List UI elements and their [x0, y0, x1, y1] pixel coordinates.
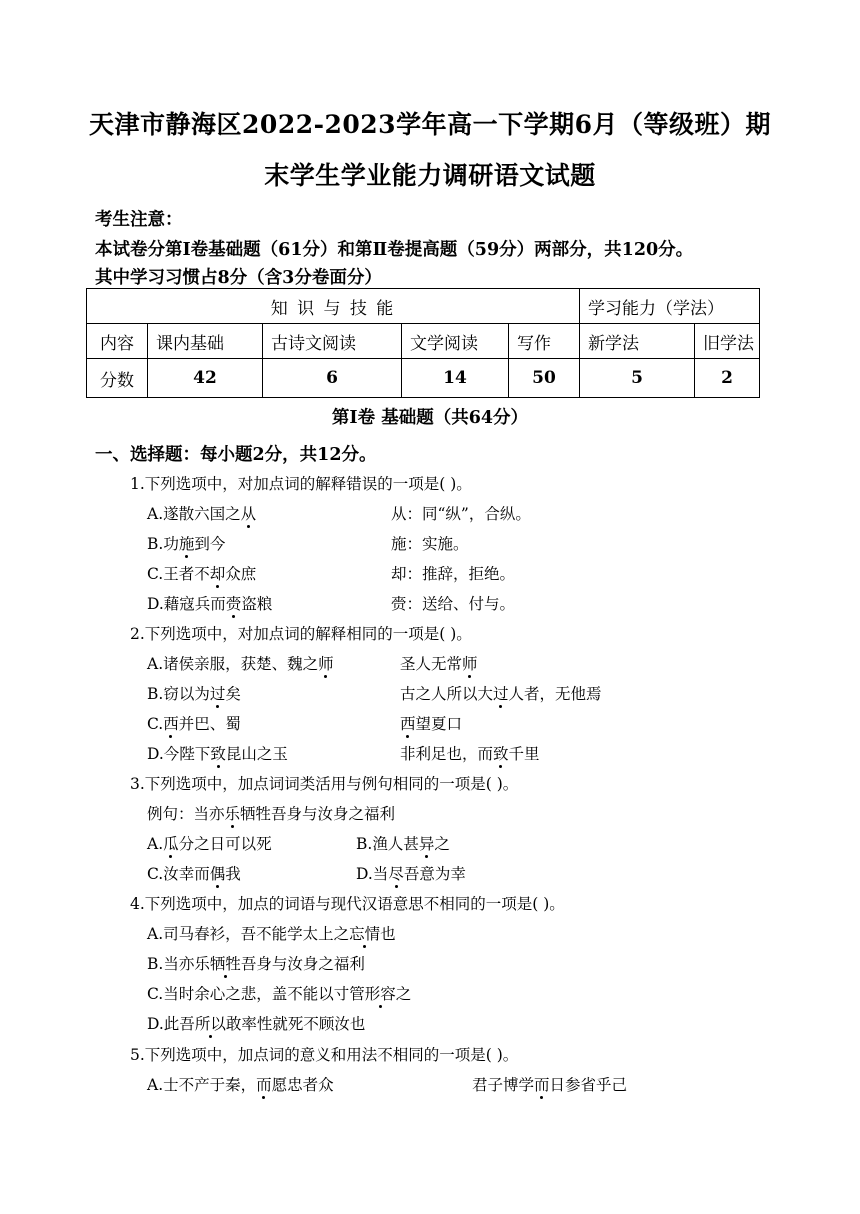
dotted-word: 而 [256, 1076, 272, 1094]
dotted-word: 师 [318, 655, 334, 673]
opt-text: 也 [380, 925, 396, 943]
q3-example [147, 802, 395, 824]
col-header: 课内基础 [148, 324, 263, 359]
dotted-word: 尽 [388, 865, 404, 883]
q4-option-a [147, 922, 396, 944]
opt-text: 非利足也，而 [400, 745, 494, 763]
q1-stem: 1.下列选项中，对加点词的解释错误的一项是( )。 [130, 475, 472, 493]
opt-text: 人者，无他焉 [508, 685, 602, 703]
q2-option-d [147, 742, 288, 764]
col-header: 旧学法 [695, 324, 760, 359]
q3-stem: 3.下列选项中，加点词词类活用与例句相同的一项是( )。 [130, 775, 519, 793]
q4-option-d [147, 1012, 365, 1034]
dotted-word: 牺牲 [209, 955, 241, 973]
score-cell: 42 [148, 359, 263, 398]
q1-explanation-c: 却：推辞，拒绝。 [391, 565, 516, 583]
dotted-word: 西 [163, 715, 179, 733]
dotted-word: 乐 [224, 805, 241, 823]
opt-text: 例句：当亦 [147, 805, 225, 823]
q4-option-c [147, 982, 411, 1004]
row-label-score: 分数 [87, 359, 148, 398]
header-learning-ability: 学习能力（学法） [580, 289, 760, 324]
col-header: 新学法 [580, 324, 695, 359]
opt-text: 千里 [508, 745, 540, 763]
opt-text: C.当时余心之悲，盖不能以寸管 [147, 985, 365, 1003]
opt-text: B.渔人甚 [356, 835, 419, 853]
opt-text: A. [147, 835, 164, 853]
dotted-word: 施 [178, 535, 195, 553]
opt-text: B.窃以为 [147, 685, 210, 703]
opt-text: C.汝幸而 [147, 865, 210, 883]
notice-heading: 考生注意： [95, 210, 183, 230]
opt-text: A.遂散六国之 [147, 505, 241, 523]
q1-explanation-d: 赍：送给、付与。 [391, 595, 516, 613]
section-title: 第Ⅰ卷 基础题（共64分） [331, 408, 529, 428]
score-table [86, 288, 760, 398]
dotted-word: 瓜 [163, 835, 179, 853]
opt-text: 我 [225, 865, 241, 883]
q2-compare-d [400, 742, 540, 764]
score-cell: 50 [509, 359, 580, 398]
score-cell: 2 [695, 359, 760, 398]
q1-option-b [147, 532, 225, 554]
q3-option-d [356, 862, 466, 884]
dotted-word: 赍 [225, 595, 242, 613]
opt-text: 分之日可以死 [178, 835, 272, 853]
row-label-content: 内容 [87, 324, 148, 359]
notice-line-1: 本试卷分第Ⅰ卷基础题（61分）和第Ⅱ卷提高题（59分）两部分，共120分。 [95, 240, 694, 260]
dotted-word: 而 [534, 1076, 550, 1094]
q1-option-d [147, 592, 272, 614]
col-header: 写作 [509, 324, 580, 359]
q2-option-b [147, 682, 241, 704]
opt-text: 盗粮 [241, 595, 273, 613]
dotted-word: 过 [493, 685, 509, 703]
q1-option-a [147, 502, 256, 524]
opt-text: 昆山之玉 [225, 745, 288, 763]
opt-text: 到今 [194, 535, 226, 553]
opt-text: D.藉寇兵而 [147, 595, 226, 613]
opt-text: A.士不产于秦， [147, 1076, 257, 1094]
q3-option-b [356, 832, 450, 854]
q5-option-a [147, 1073, 334, 1095]
opt-text: 之 [434, 835, 450, 853]
opt-text: B.功 [147, 535, 179, 553]
opt-text: 吾身与汝身之福利 [240, 955, 365, 973]
opt-text: 众庶 [225, 565, 257, 583]
q2-option-c [147, 712, 241, 734]
dotted-word: 致 [493, 745, 509, 763]
opt-text: 圣人无常 [400, 655, 463, 673]
q2-stem: 2.下列选项中，对加点词的解释相同的一项是( )。 [130, 625, 472, 643]
opt-text: 并巴、蜀 [178, 715, 241, 733]
dotted-word: 致 [210, 745, 226, 763]
q2-compare-c [400, 712, 462, 734]
q2-compare-a [400, 652, 478, 674]
dotted-word: 师 [462, 655, 478, 673]
q2-option-a [147, 652, 334, 674]
opt-text: A.诸侯亲服，获楚、魏之 [147, 655, 319, 673]
q4-stem: 4.下列选项中，加点的词语与现代汉语意思不相同的一项是( )。 [130, 895, 565, 913]
q1-explanation-a: 从：同“纵”，合纵。 [391, 505, 531, 523]
q1-explanation-b: 施：实施。 [391, 535, 469, 553]
opt-text: 牺牲吾身与汝身之福利 [240, 805, 396, 823]
dotted-word: 却 [209, 565, 226, 583]
q2-compare-b [400, 682, 602, 704]
col-header: 古诗文阅读 [263, 324, 402, 359]
dotted-word: 形容 [364, 985, 396, 1003]
score-cell: 14 [402, 359, 509, 398]
opt-text: A.司马春衫，吾不能学太上之 [147, 925, 350, 943]
opt-text: D.此吾 [147, 1015, 195, 1033]
header-knowledge-skills: 知 识 与 技 能 [87, 289, 580, 324]
dotted-word: 从 [240, 505, 257, 523]
opt-text: 矣 [225, 685, 241, 703]
opt-text: C.王者不 [147, 565, 210, 583]
dotted-word: 偶 [209, 865, 226, 883]
dotted-word: 西 [400, 715, 416, 733]
q5-compare-a [472, 1073, 627, 1095]
q1-option-c [147, 562, 256, 584]
title-line-1: 天津市静海区2022-2023学年高一下学期6月（等级班）期 [89, 110, 771, 139]
opt-text: 之 [395, 985, 412, 1003]
dotted-word: 异 [418, 835, 435, 853]
score-cell: 6 [263, 359, 402, 398]
opt-text: 望夏口 [415, 715, 463, 733]
opt-text: C. [147, 715, 164, 733]
opt-text: B.当亦乐 [147, 955, 210, 973]
notice-line-2: 其中学习习惯占8分（含3分卷面分） [95, 268, 382, 288]
dotted-word: 忘情 [349, 925, 381, 943]
opt-text: D.当 [356, 865, 389, 883]
col-header: 文学阅读 [402, 324, 509, 359]
q3-option-c [147, 862, 241, 884]
opt-text: 君子博学 [472, 1076, 535, 1094]
opt-text: 古之人所以大 [400, 685, 494, 703]
opt-text: 敢率性就死不顾汝也 [225, 1015, 366, 1033]
q4-option-b [147, 952, 365, 974]
opt-text: D.今陛下 [147, 745, 211, 763]
q5-stem: 5.下列选项中，加点词的意义和用法不相同的一项是( )。 [130, 1046, 519, 1064]
q3-option-a [147, 832, 272, 854]
opt-text: 吾意为幸 [403, 865, 466, 883]
dotted-word: 过 [209, 685, 226, 703]
score-cell: 5 [580, 359, 695, 398]
title-line-2: 末学生学业能力调研语文试题 [264, 161, 596, 190]
part-heading: 一、选择题：每小题2分，共12分。 [95, 445, 377, 465]
opt-text: 愿忠者众 [271, 1076, 334, 1094]
opt-text: 日参省乎己 [549, 1076, 628, 1094]
dotted-word: 所以 [194, 1015, 226, 1033]
